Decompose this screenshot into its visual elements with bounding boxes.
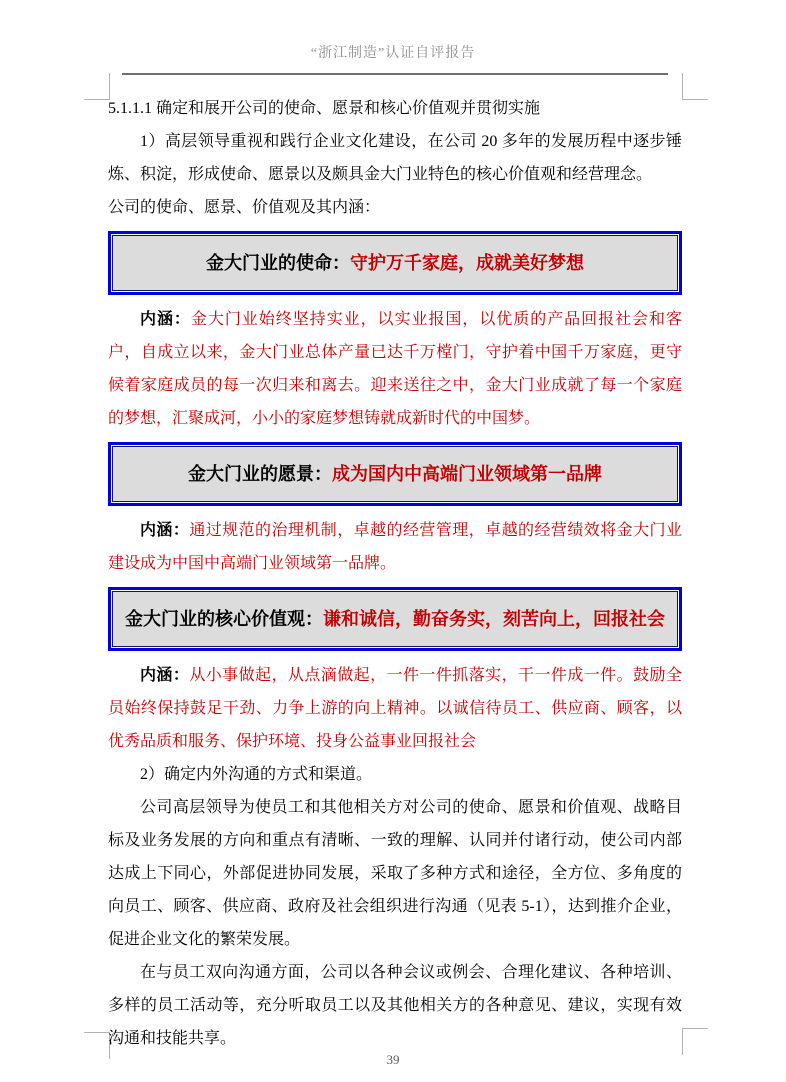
vision-box-inner [112,446,678,502]
paragraph-vision-connotation [108,514,682,580]
connotation-text: 通过规范的治理机制，卓越的经营管理，卓越的经营绩效将金大门业建设成为中国中高端门业领域第一品牌。 [108,522,682,572]
paragraph-intro-lead-in: 公司的使命、愿景、价值观及其内涵： [108,199,381,216]
text-boundary-mark-bottom-right [682,1028,708,1055]
paragraph-item-2: 2）确定内外沟通的方式和渠道。 [140,766,373,783]
header-rule [122,73,668,75]
paragraph-mission-connotation [108,303,682,435]
connotation-label: 内涵： [140,667,190,684]
vision-box-label: 金大门业的愿景： [188,464,332,484]
page-footer [0,1052,786,1068]
mission-box [108,231,682,295]
vision-box-value: 成为国内中高端门业领域第一品牌 [332,464,602,484]
connotation-label: 内涵： [140,311,191,328]
core-values-box-value: 谦和诚信，勤奋务实，刻苦向上，回报社会 [323,609,665,629]
connotation-label: 内涵： [140,522,190,539]
core-values-box [108,587,682,651]
paragraph-intro: 1）高层领导重视和践行企业文化建设，在公司 20 多年的发展历程中逐步锤炼、积淀，形成使命、愿景以及颇具金大门业特色的核心价值观和经营理念。 [108,133,682,183]
paragraph-communication: 公司高层领导为使员工和其他相关方对公司的使命、愿景和价值观、战略目标及业务发展的方向和重点有清晰、一致的理解、认同并付诸行动，使公司内部达成上下同心，外部促进协同发展，采取了多种方式和途径，全方位、多角度的向员工、顾客、供应商、政府及社会组织进行沟通（见表 5-1），达到推介企业，促进企业文化的繁荣发展。 [108,799,682,948]
text-boundary-mark-top-left [84,73,110,100]
paragraph-core-values-connotation [108,659,682,758]
mission-box-label: 金大门业的使命： [206,253,350,273]
connotation-text: 从小事做起，从点滴做起，一件一件抓落实，干一件成一件。鼓励全员始终保持鼓足干劲、力争上游的向上精神。以诚信待员工、供应商、顾客，以优秀品质和服务、保护环境、投身公益事业回报社会 [108,667,682,750]
page-number: 39 [386,1052,400,1067]
text-boundary-mark-top-right [682,73,708,100]
paragraph-employee-communication: 在与员工双向沟通方面，公司以各种会议或例会、合理化建议、各种培训、多样的员工活动等，充分听取员工以及其他相关方的各种意见、建议，实现有效沟通和技能共享。 [108,964,682,1047]
document-body [108,92,682,1055]
core-values-box-label: 金大门业的核心价值观： [125,609,323,629]
page-header [0,42,786,62]
mission-box-value: 守护万千家庭，成就美好梦想 [350,253,584,273]
vision-box [108,442,682,506]
section-heading: 5.1.1.1 确定和展开公司的使命、愿景和核心价值观并贯彻实施 [108,100,541,117]
header-title: “浙江制造”认证自评报告 [310,46,476,61]
connotation-text: 金大门业始终坚持实业，以实业报国，以优质的产品回报社会和客户，自成立以来，金大门业总体产量已达千万樘门，守护着中国千万家庭，更守候着家庭成员的每一次归来和离去。迎来送往之中，金大门业成就了每一个家庭的梦想，汇聚成河，小小的家庭梦想铸就成新时代的中国梦。 [108,311,682,427]
mission-box-inner [112,235,678,291]
core-values-box-inner [112,591,678,647]
